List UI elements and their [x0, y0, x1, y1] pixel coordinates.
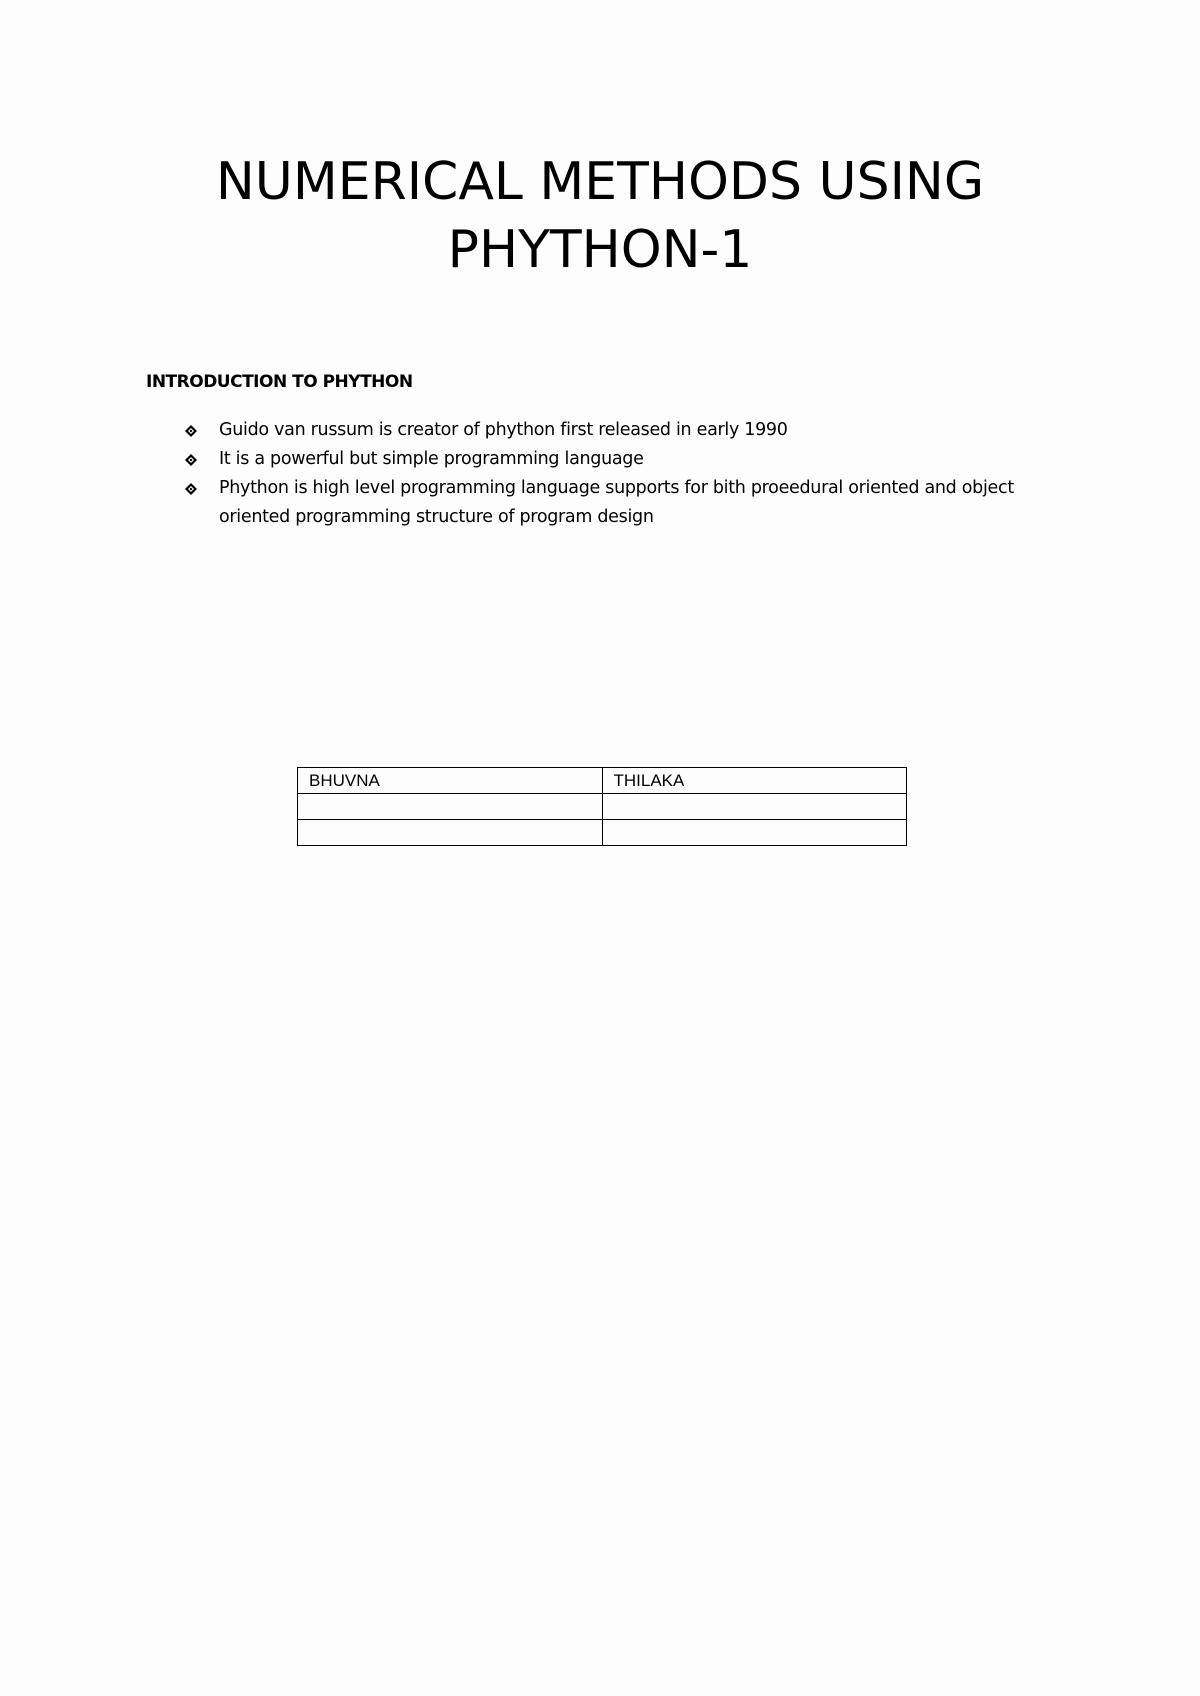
table-cell: [298, 794, 603, 820]
diamond-bullet-icon: [185, 454, 197, 466]
table-row: [298, 794, 907, 820]
title-line-2: PHYTHON-1: [447, 220, 753, 280]
diamond-bullet-icon: [185, 425, 197, 437]
diamond-bullet-icon: [185, 483, 197, 495]
table-cell: BHUVNA: [298, 768, 603, 794]
names-table: [297, 767, 907, 846]
table-cell: [602, 794, 907, 820]
table-cell: [602, 820, 907, 846]
list-item: [182, 416, 1042, 445]
table-cell: THILAKA: [602, 768, 907, 794]
bullet-text: Guido van russum is creator of phython first released in early 1990: [219, 420, 788, 440]
bullet-list: [182, 416, 1042, 532]
document-title: [0, 148, 1200, 284]
table-cell: [298, 820, 603, 846]
list-item: [182, 445, 1042, 474]
bullet-text: It is a powerful but simple programming language: [219, 449, 644, 469]
title-line-1: NUMERICAL METHODS USING: [215, 152, 985, 212]
list-item: [182, 474, 1042, 532]
section-heading: INTRODUCTION TO PHYTHON: [146, 372, 413, 392]
table-row: [298, 820, 907, 846]
table-row: [298, 768, 907, 794]
bullet-text: Phython is high level programming language supports for bith proeedural oriented and object oriented programming structure of program design: [219, 478, 1014, 527]
